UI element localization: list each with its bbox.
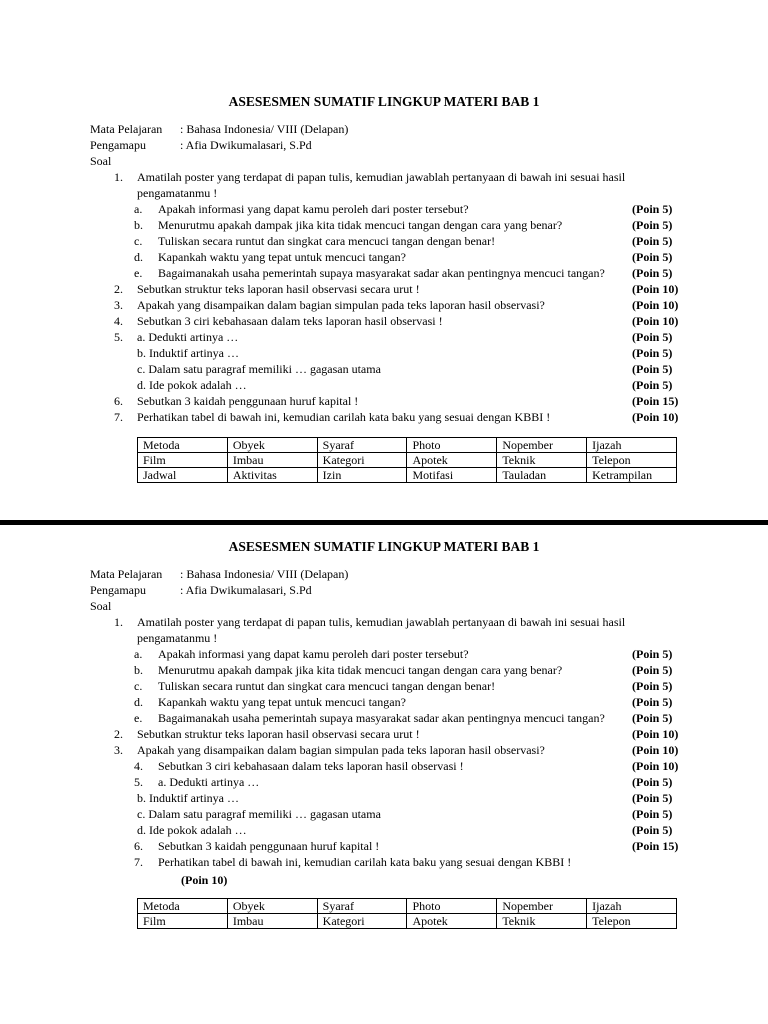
item-number: 6. [114,394,123,408]
table-cell: Imbau [227,453,317,468]
item-text: Tuliskan secara runtut dan singkat cara mencuci tangan dengan benar! [158,679,496,693]
item-number: 5. [114,330,123,344]
item-points: (Poin 15) [632,839,679,853]
item-points: (Poin 15) [632,394,679,408]
subject-value: : Bahasa Indonesia/ VIII (Delapan) [180,567,349,581]
teacher-label: Pengamapu [90,583,146,597]
table-cell: Syaraf [317,899,407,914]
item-points: (Poin 5) [632,218,673,232]
item-number: 2. [114,282,123,296]
table-cell: Film [138,914,228,929]
item-points: (Poin 5) [632,679,673,693]
item-text: Bagaimanakah usaha pemerintah supaya masyarakat sadar akan pentingnya mencuci tangan? [158,711,605,725]
item-points: (Poin 5) [632,362,673,376]
table-row [138,468,677,483]
item-points: (Poin 5) [632,378,673,392]
teacher-value: : Afia Dwikumalasari, S.Pd [180,138,312,152]
item-points: (Poin 10) [632,314,679,328]
subject-value: : Bahasa Indonesia/ VIII (Delapan) [180,122,349,136]
item-number: 7. [134,855,143,869]
item-points: (Poin 10) [632,410,679,424]
item-text: Kapankah waktu yang tepat untuk mencuci tangan? [158,695,406,709]
item-points: (Poin 5) [632,346,673,360]
soal-label: Soal [90,154,112,168]
table-cell: Imbau [227,914,317,929]
item-points: (Poin 5) [632,711,673,725]
item-text: Menurutmu apakah dampak jika kita tidak mencuci tangan dengan cara yang benar? [158,218,563,232]
item-text: Sebutkan struktur teks laporan hasil observasi secara urut ! [137,282,420,296]
item-text: Perhatikan tabel di bawah ini, kemudian carilah kata baku yang sesuai dengan KBBI ! [158,855,572,869]
item-text: Sebutkan 3 kaidah penggunaan huruf kapital ! [137,394,359,408]
item-number: 7. [114,410,123,424]
item-text: Sebutkan struktur teks laporan hasil observasi secara urut ! [137,727,420,741]
item-text: Perhatikan tabel di bawah ini, kemudian carilah kata baku yang sesuai dengan KBBI ! [137,410,551,424]
item-text: c. Dalam satu paragraf memiliki … gagasan utama [137,807,381,821]
item-points: (Poin 5) [632,330,673,344]
item-points: (Poin 10) [632,759,679,773]
table-cell: Ketrampilan [587,468,677,483]
table-cell: Telepon [587,453,677,468]
item-points: (Poin 5) [632,663,673,677]
item-number: b. [134,218,143,232]
table-row [138,438,677,453]
item-number: c. [134,679,143,693]
vocabulary-table [137,898,677,929]
item-text: d. Ide pokok adalah … [137,823,247,837]
item-points: (Poin 5) [632,202,673,216]
item-points: (Poin 5) [632,775,673,789]
teacher-value: : Afia Dwikumalasari, S.Pd [180,583,312,597]
item-text: a. Dedukti artinya … [137,330,239,344]
table-cell: Film [138,453,228,468]
item-number: 3. [114,298,123,312]
item-number: 4. [134,759,143,773]
soal-label: Soal [90,599,112,613]
item-number: d. [134,250,143,264]
item-text: pengamatanmu ! [137,631,218,645]
item-number: 6. [134,839,143,853]
table-cell: Motifasi [407,468,497,483]
item-points: (Poin 5) [632,234,673,248]
item-text: Kapankah waktu yang tepat untuk mencuci tangan? [158,250,406,264]
item-number: a. [134,647,143,661]
item-number: a. [134,202,143,216]
vocabulary-table [137,437,677,483]
table-cell: Tauladan [497,468,587,483]
subject-label: Mata Pelajaran [90,122,163,136]
table-cell: Metoda [138,899,228,914]
item-number: c. [134,234,143,248]
item-points: (Poin 10) [632,727,679,741]
item-points: (Poin 5) [632,250,673,264]
table-cell: Nopember [497,438,587,453]
item-number: 3. [114,743,123,757]
item-text: Apakah yang disampaikan dalam bagian simpulan pada teks laporan hasil observasi? [137,743,545,757]
item-number: 4. [114,314,123,328]
table-cell: Telepon [587,914,677,929]
table-cell: Apotek [407,914,497,929]
item-points: (Poin 5) [632,695,673,709]
table-cell: Nopember [497,899,587,914]
item-points: (Poin 5) [632,807,673,821]
table-cell: Teknik [497,453,587,468]
item-points: (Poin 10) [632,298,679,312]
table-cell: Photo [407,899,497,914]
item-text: Apakah informasi yang dapat kamu peroleh dari poster tersebut? [158,647,469,661]
item-text: pengamatanmu ! [137,186,218,200]
table-cell: Kategori [317,453,407,468]
item-number: d. [134,695,143,709]
item-text: (Poin 10) [181,873,228,887]
item-text: Sebutkan 3 ciri kebahasaan dalam teks laporan hasil observasi ! [137,314,443,328]
table-cell: Apotek [407,453,497,468]
item-number: 2. [114,727,123,741]
table-cell: Syaraf [317,438,407,453]
table-cell: Izin [317,468,407,483]
item-points: (Poin 5) [632,266,673,280]
item-text: Tuliskan secara runtut dan singkat cara mencuci tangan dengan benar! [158,234,496,248]
section-divider [0,520,768,525]
table-cell: Aktivitas [227,468,317,483]
item-text: a. Dedukti artinya … [158,775,260,789]
item-text: Sebutkan 3 kaidah penggunaan huruf kapital ! [158,839,380,853]
table-row [138,914,677,929]
page-title: ASESESMEN SUMATIF LINGKUP MATERI BAB 1 [228,94,540,109]
item-points: (Poin 5) [632,647,673,661]
table-cell: Kategori [317,914,407,929]
table-cell: Jadwal [138,468,228,483]
table-row [138,453,677,468]
item-text: b. Induktif artinya … [137,346,239,360]
table-cell: Obyek [227,438,317,453]
item-number: 1. [114,615,123,629]
item-number: e. [134,711,143,725]
item-text: Amatilah poster yang terdapat di papan tulis, kemudian jawablah pertanyaan di bawah ini sesuai hasil [137,170,626,184]
table-row [138,899,677,914]
page-title: ASESESMEN SUMATIF LINGKUP MATERI BAB 1 [228,539,540,554]
item-number: e. [134,266,143,280]
item-points: (Poin 5) [632,823,673,837]
item-points: (Poin 10) [632,743,679,757]
table-cell: Metoda [138,438,228,453]
table-cell: Photo [407,438,497,453]
item-text: d. Ide pokok adalah … [137,378,247,392]
item-number: b. [134,663,143,677]
item-text: Sebutkan 3 ciri kebahasaan dalam teks laporan hasil observasi ! [158,759,464,773]
item-text: Apakah yang disampaikan dalam bagian simpulan pada teks laporan hasil observasi? [137,298,545,312]
table-cell: Obyek [227,899,317,914]
item-number: 5. [134,775,143,789]
subject-label: Mata Pelajaran [90,567,163,581]
item-text: Menurutmu apakah dampak jika kita tidak mencuci tangan dengan cara yang benar? [158,663,563,677]
item-number: 1. [114,170,123,184]
item-points: (Poin 10) [632,282,679,296]
table-cell: Ijazah [587,899,677,914]
table-cell: Teknik [497,914,587,929]
item-text: Bagaimanakah usaha pemerintah supaya masyarakat sadar akan pentingnya mencuci tangan? [158,266,605,280]
item-text: Amatilah poster yang terdapat di papan tulis, kemudian jawablah pertanyaan di bawah ini sesuai hasil [137,615,626,629]
item-text: Apakah informasi yang dapat kamu peroleh dari poster tersebut? [158,202,469,216]
item-text: b. Induktif artinya … [137,791,239,805]
teacher-label: Pengamapu [90,138,146,152]
item-points: (Poin 5) [632,791,673,805]
item-text: c. Dalam satu paragraf memiliki … gagasan utama [137,362,381,376]
table-cell: Ijazah [587,438,677,453]
